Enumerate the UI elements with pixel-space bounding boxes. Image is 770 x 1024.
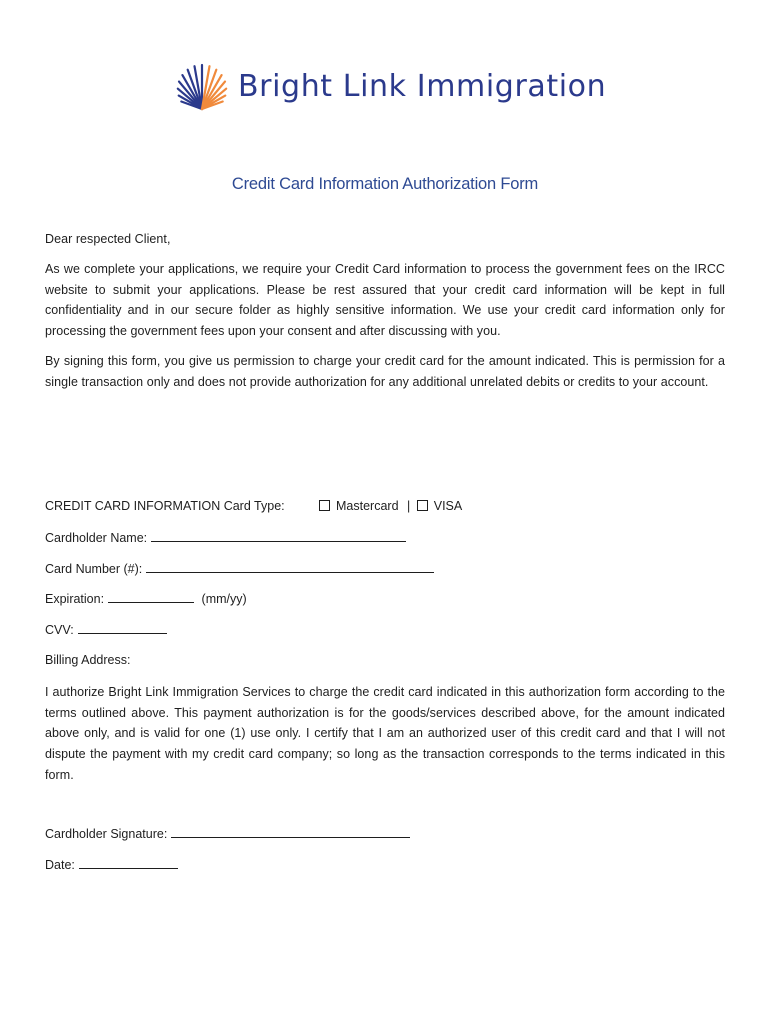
card-type-label: CREDIT CARD INFORMATION Card Type: bbox=[45, 499, 285, 513]
cvv-row bbox=[45, 620, 167, 639]
card-number-field[interactable] bbox=[146, 559, 434, 573]
cardholder-name-field[interactable] bbox=[151, 528, 406, 542]
cvv-label: CVV: bbox=[45, 623, 74, 637]
card-number-row bbox=[45, 559, 434, 578]
card-type-options bbox=[319, 497, 462, 515]
date-row bbox=[45, 855, 178, 874]
expiration-label: Expiration: bbox=[45, 592, 105, 606]
authorization-paragraph: I authorize Bright Link Immigration Services to charge the credit card indicated in this authorization form according to the terms outlined above. This payment authorization is for the goods/services described above, for the amount indicated above only, and is valid for one (1) use only. I certify that I am an authorized user of this credit card and that I will not dispute the payment with my credit card company; so long as the transaction corresponds to the terms indicated in this form. bbox=[45, 685, 725, 782]
card-number-label: Card Number (#): bbox=[45, 562, 143, 576]
sunburst-logo-icon bbox=[158, 59, 234, 113]
expiration-row bbox=[45, 589, 247, 608]
intro-paragraph: As we complete your applications, we require your Credit Card information to process the government fees on the IRCC website to submit your applications. Please be rest assured that your credit card information will be kept in full confidentiality and in our secure folder as highly sensitive information. We use your credit card information only for processing the government fees upon your consent and after discussing with you. bbox=[45, 262, 725, 339]
cardholder-name-row bbox=[45, 528, 406, 547]
date-field[interactable] bbox=[79, 855, 178, 869]
expiration-format: (mm/yy) bbox=[201, 592, 247, 606]
signature-field[interactable] bbox=[171, 824, 410, 838]
visa-checkbox[interactable] bbox=[417, 500, 428, 511]
logo-brand-name: Bright Link Immigration bbox=[238, 68, 607, 104]
visa-label: VISA bbox=[433, 499, 463, 513]
option-separator: | bbox=[407, 499, 411, 513]
permission-paragraph: By signing this form, you give us permission to charge your credit card for the amount indicated. This is permission for a single transaction only and does not provide authorization for any additional unrelated debits or credits to your account. bbox=[45, 354, 725, 389]
mastercard-label: Mastercard bbox=[336, 499, 399, 513]
mastercard-checkbox[interactable] bbox=[319, 500, 330, 511]
greeting: Dear respected Client, bbox=[45, 232, 171, 246]
date-label: Date: bbox=[45, 858, 75, 872]
signature-row bbox=[45, 824, 410, 843]
cvv-field[interactable] bbox=[78, 620, 167, 634]
signature-label: Cardholder Signature: bbox=[45, 827, 168, 841]
expiration-field[interactable] bbox=[108, 589, 194, 603]
cardholder-name-label: Cardholder Name: bbox=[45, 531, 148, 545]
form-title: Credit Card Information Authorization Form bbox=[231, 175, 539, 193]
company-logo bbox=[158, 58, 618, 114]
billing-address-label: Billing Address: bbox=[45, 653, 131, 667]
